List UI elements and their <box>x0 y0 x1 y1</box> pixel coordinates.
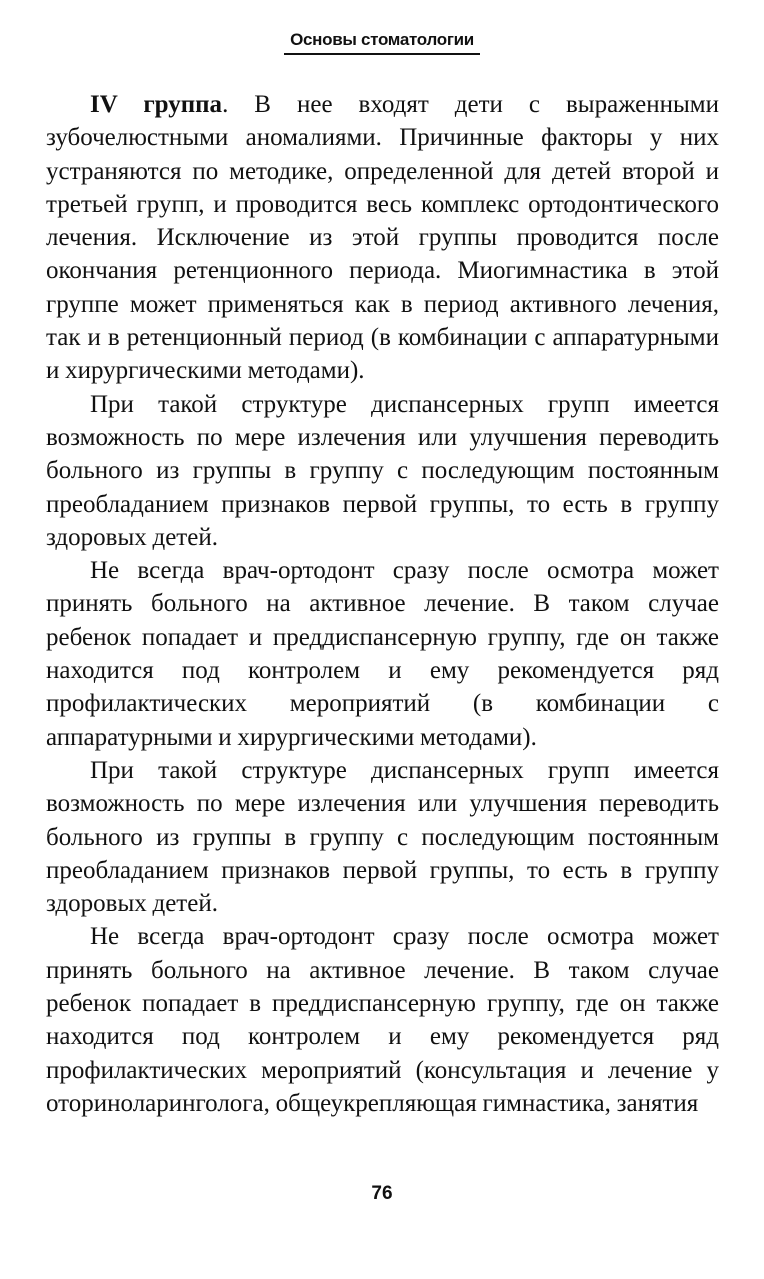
running-head <box>0 30 764 55</box>
paragraph-group-iv <box>46 88 719 388</box>
paragraph-structure-1: При такой структуре диспансерных групп имеется возможность по мере излечения или улучшения переводить больного из группы в группу с последующим постоянным преобладанием признаков первой группы, то есть в группу здоровых детей. <box>46 390 719 551</box>
paragraph-structure-2: При такой структуре диспансерных групп имеется возможность по мере излечения или улучшения переводить больного из группы в группу с последующим постоянным преобладанием признаков первой группы, то есть в группу здоровых детей. <box>46 756 719 918</box>
paragraph-pre-dispensary-2: Не всегда врач-ортодонт сразу после осмотра может принять больного на активное лечение. В таком случае ребенок попадает в преддиспансерную группу, где он также находится под контролем и ему рекомендуется ряд профилактических мероприятий (консультация и лечение у оториноларинголога, общеукрепляющая гимнастика, занятия <box>46 923 719 1117</box>
paragraph-text: . В нее входят дети с выраженными зубочелюстными аномалиями. Причинные факторы у них устраняются по методике, определенной для детей второй и третьей групп, и проводится весь комплекс ортодонтического лечения. Исключение из этой группы проводится после окончания ретенционного периода. Миогимнастика в этой группе может применяться как в период активного лечения, так и в ретенционный период (в комбинации с аппаратурными и хирургическими методами). <box>46 91 719 385</box>
paragraph-lead: IV группа <box>90 91 223 118</box>
page-number: 76 <box>371 1183 393 1204</box>
running-head-title: Основы стоматологии <box>284 30 480 55</box>
paragraph-pre-dispensary-1: Не всегда врач-ортодонт сразу после осмотра может принять больного на активное лечение. В таком случае ребенок попадает и преддиспансерную группу, где он также находится под контролем и ему рекомендуется ряд профилактических мероприятий (в комбинации с аппаратурными и хирургическими методами). <box>46 557 719 751</box>
page-body <box>46 88 719 1120</box>
